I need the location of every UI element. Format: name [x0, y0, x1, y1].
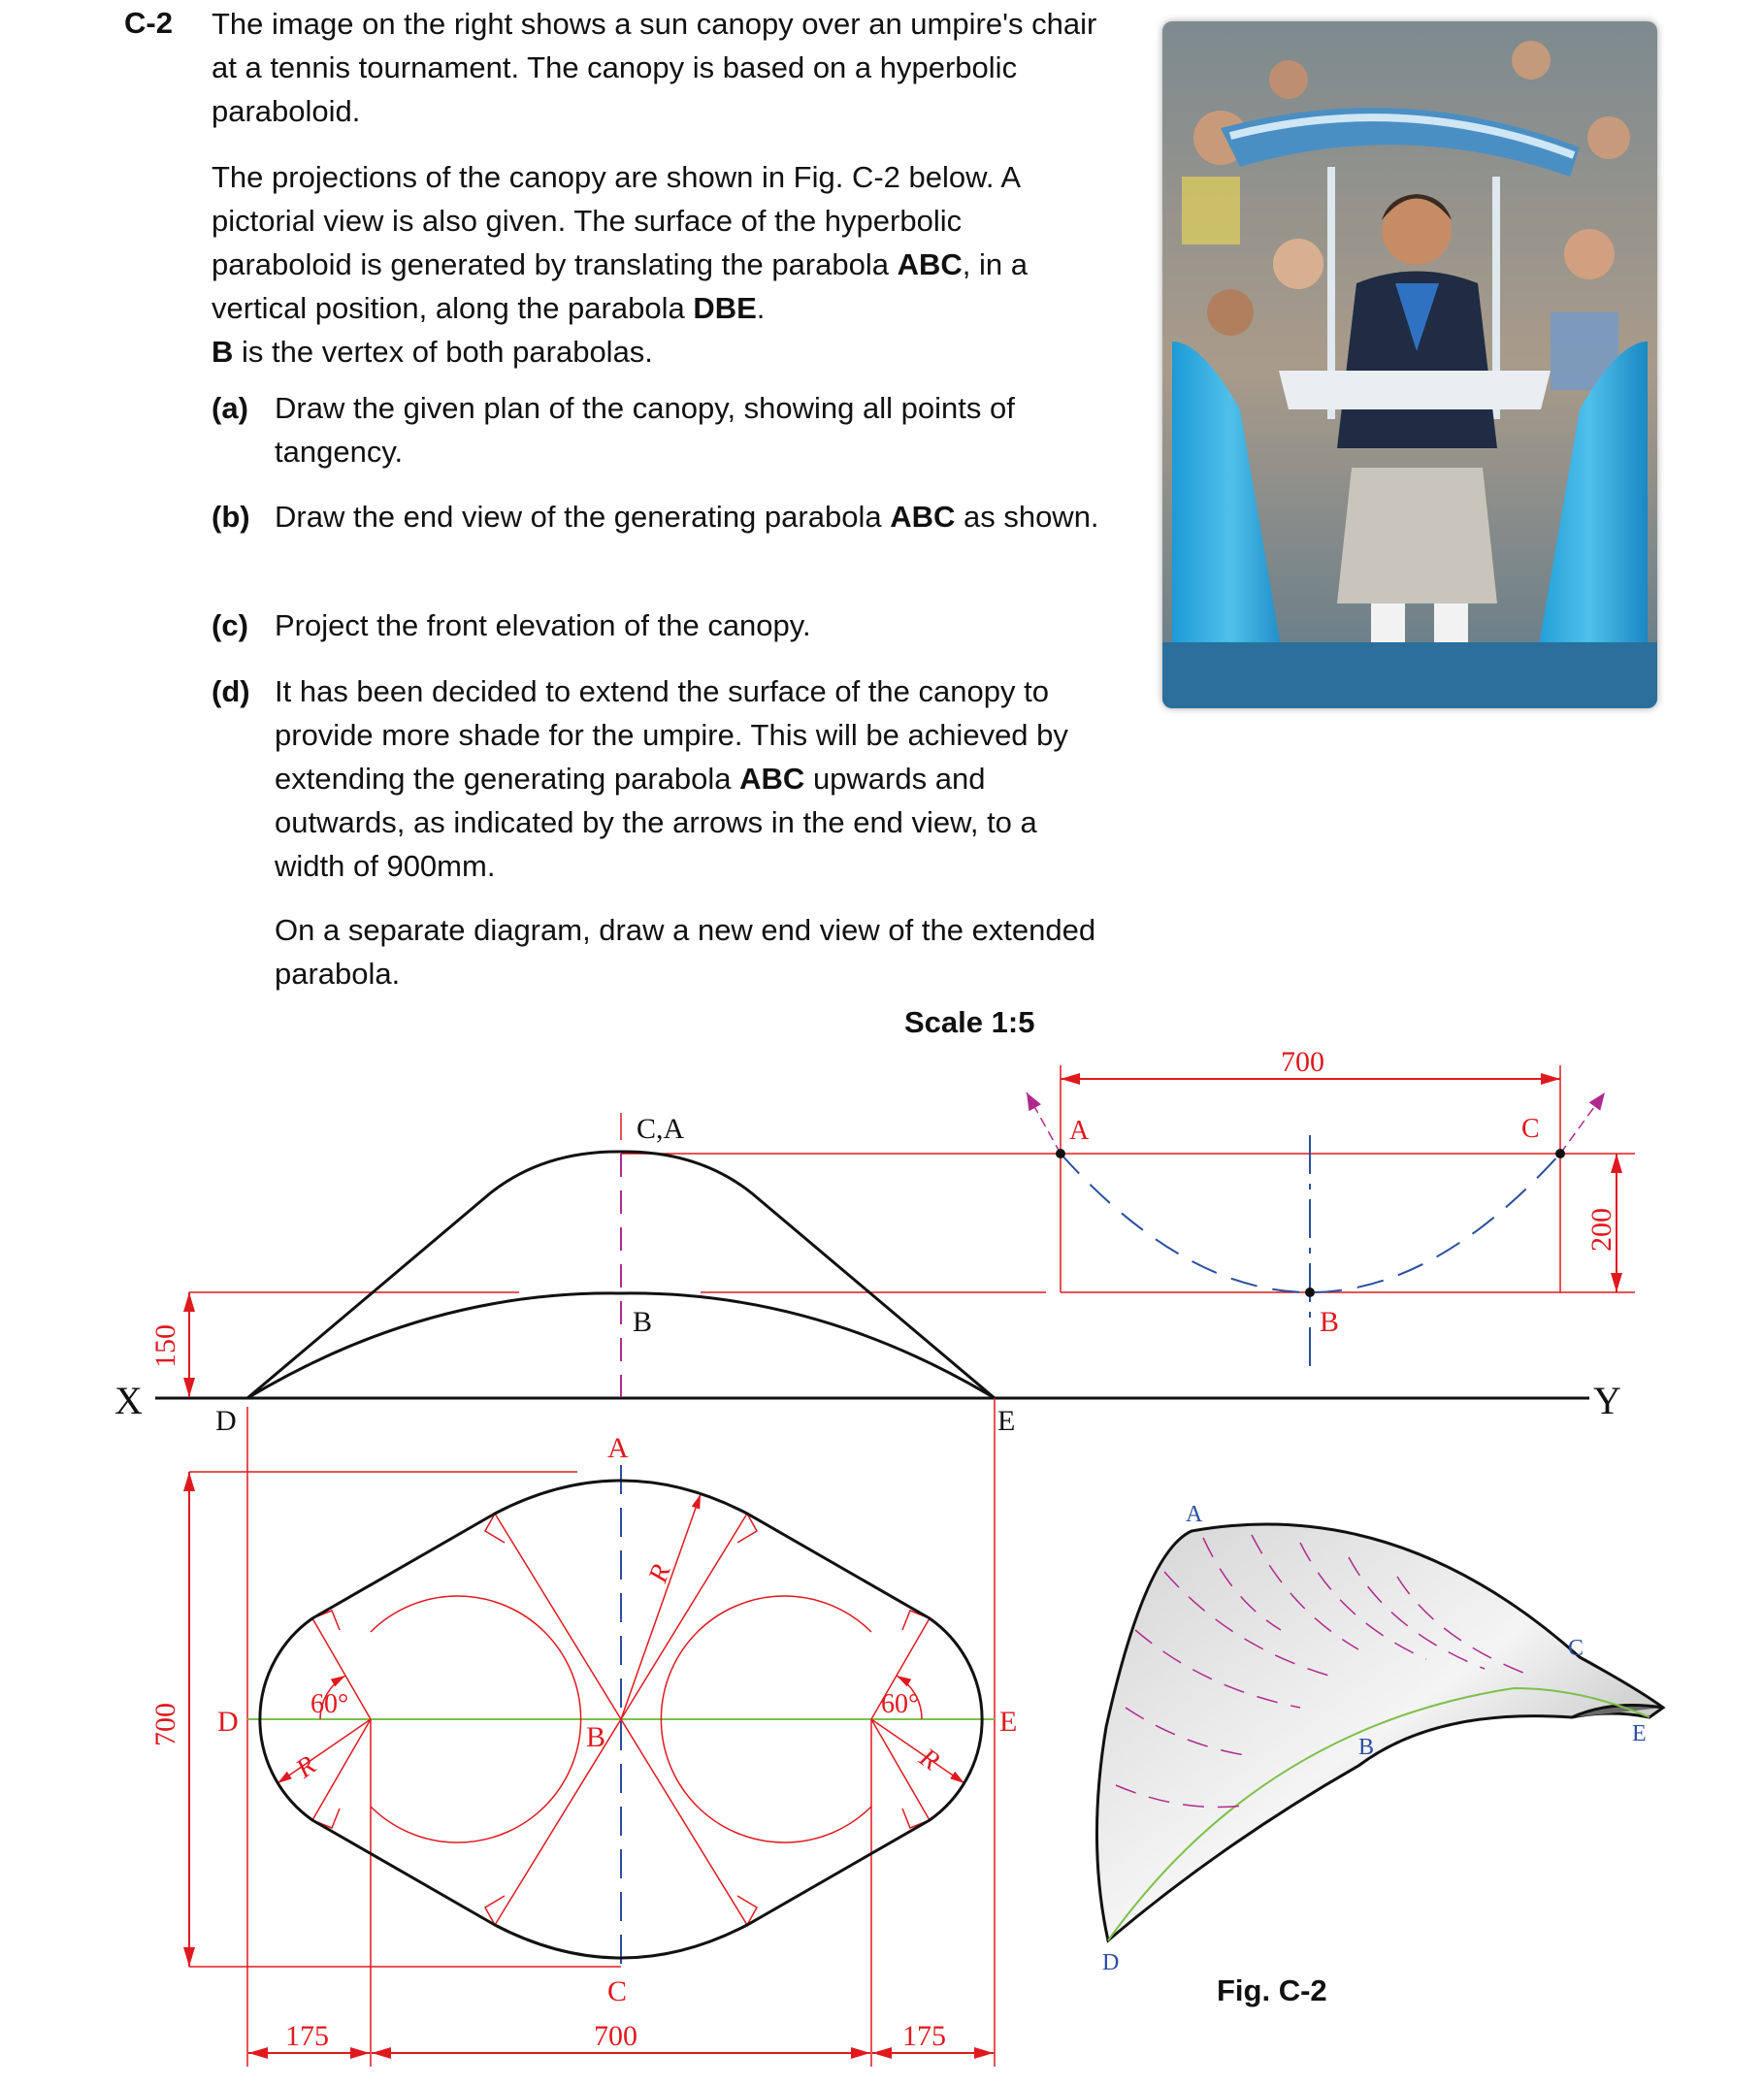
part-label: (d) — [212, 674, 250, 708]
radius-label-top: R — [642, 1560, 677, 1587]
part-label: (c) — [212, 608, 248, 642]
dim-175-left: 175 — [285, 2020, 329, 2052]
label-d-pictorial: D — [1102, 1950, 1120, 1975]
part-text: Draw the end view of the generating parabola ABC as shown. — [275, 500, 1099, 534]
dim-175-right: 175 — [902, 2020, 946, 2052]
part-text: Draw the given plan of the canopy, showing all points of tangency. — [275, 391, 1015, 469]
label-b-elevation: B — [633, 1306, 653, 1338]
figure-caption: Fig. C-2 — [1217, 1973, 1327, 2007]
part-text: On a separate diagram, draw a new end view of the extended parabola. — [275, 913, 1096, 991]
label-a-plan: A — [607, 1432, 629, 1464]
description-paragraph: The projections of the canopy are shown in Fig. C-2 below. A pictorial view is also given. The surface of the hyperbolic paraboloid is generated by translating the parabola ABC, in a vertical position, along the parabola DBE. B is the vertex of both parabolas. — [212, 160, 1028, 369]
y-label: Y — [1593, 1379, 1621, 1422]
extend-arrow-right — [1560, 1092, 1605, 1154]
part-text: Project the front elevation of the canopy. — [275, 608, 811, 642]
pictorial-view — [1096, 1502, 1663, 1975]
label-d-plan: D — [217, 1706, 239, 1738]
dim-700-end: 700 — [1281, 1046, 1324, 1078]
label-b-pictorial: B — [1358, 1735, 1375, 1760]
dim-150: 150 — [149, 1324, 181, 1368]
part-label: (b) — [212, 500, 250, 534]
label-c-pictorial: C — [1568, 1636, 1584, 1661]
angle-60-left: 60° — [310, 1689, 349, 1719]
label-c-end: C — [1521, 1114, 1540, 1144]
label-c-plan: C — [607, 1975, 628, 2007]
dim-200: 200 — [1585, 1208, 1617, 1252]
label-ca: C,A — [637, 1113, 685, 1145]
label-a-end: A — [1069, 1116, 1090, 1146]
label-e-elevation: E — [997, 1405, 1016, 1437]
dim-700-plan: 700 — [149, 1703, 181, 1746]
label-b-plan: B — [586, 1721, 606, 1753]
label-a-pictorial: A — [1186, 1502, 1203, 1527]
question-number: C-2 — [124, 6, 173, 40]
part-label: (a) — [212, 391, 248, 425]
part-text: It has been decided to extend the surface of the canopy to provide more shade for the umpire. This will be achieved by extending the generating parabola ABC upwards and outwards, as indicated by the arrows in the end view, to a width of 900mm. — [275, 674, 1068, 883]
x-label: X — [114, 1379, 143, 1422]
angle-60-right: 60° — [881, 1689, 920, 1719]
intro-paragraph: The image on the right shows a sun canopy over an umpire's chair at a tennis tournament. The canopy is based on a hyperbolic paraboloid. — [212, 7, 1097, 128]
label-e-plan: E — [999, 1706, 1018, 1738]
label-b-end: B — [1320, 1306, 1340, 1338]
radius-label-right: R — [913, 1742, 945, 1777]
scale-label: Scale 1:5 — [904, 1005, 1035, 1039]
plan-view — [149, 1432, 1017, 2067]
front-elevation — [149, 1113, 1065, 2067]
radius-label-left: R — [290, 1749, 322, 1785]
end-view — [1027, 1046, 1635, 1370]
dim-700-bottom: 700 — [594, 2020, 637, 2052]
label-e-pictorial: E — [1632, 1721, 1647, 1746]
canopy-surface — [1096, 1524, 1663, 1940]
label-d-elevation: D — [215, 1405, 237, 1437]
extend-arrow-left — [1027, 1092, 1061, 1154]
